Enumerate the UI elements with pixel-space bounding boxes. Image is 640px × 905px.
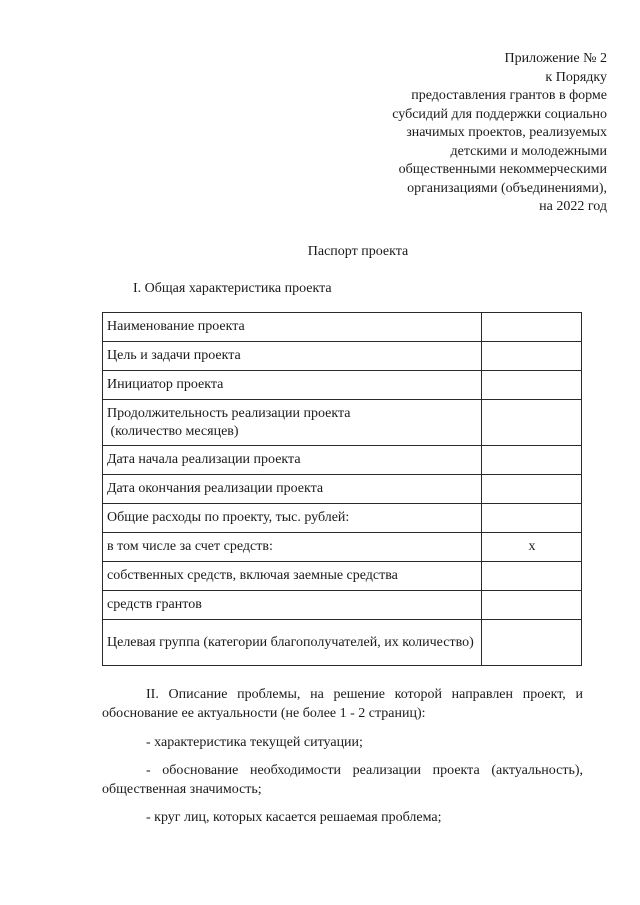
row-value: [482, 620, 582, 666]
appendix-line: детскими и молодежными: [450, 143, 607, 159]
table-row: [103, 562, 582, 591]
table-row: [103, 533, 582, 562]
table-row: [103, 342, 582, 371]
table-row: [103, 446, 582, 475]
row-value: [482, 371, 582, 400]
row-value: [482, 475, 582, 504]
row-label: Общие расходы по проекту, тыс. рублей:: [103, 504, 482, 533]
table-row: [103, 400, 582, 446]
row-value: [482, 400, 582, 446]
row-value: [482, 591, 582, 620]
project-passport-table: [102, 312, 582, 666]
row-label: Цель и задачи проекта: [103, 342, 482, 371]
table-row: [103, 475, 582, 504]
row-value: [482, 504, 582, 533]
row-label: Наименование проекта: [103, 313, 482, 342]
row-value: [482, 446, 582, 475]
row-value: х: [482, 533, 582, 562]
row-label: [103, 400, 482, 446]
section-2-heading: II. Описание проблемы, на решение которой направлен проект, и обоснование ее актуальности (не более 1 - 2 страниц):: [102, 687, 583, 721]
row-label: собственных средств, включая заемные средства: [103, 562, 482, 591]
section-1-heading: I. Общая характеристика проекта: [133, 281, 332, 296]
row-label: Дата окончания реализации проекта: [103, 475, 482, 504]
bullet-item: - характеристика текущей ситуации;: [146, 735, 363, 750]
bullet-item: - круг лиц, которых касается решаемая проблема;: [146, 810, 442, 825]
table-row: [103, 313, 582, 342]
appendix-line: субсидий для поддержки социально: [392, 106, 607, 122]
bullet-item: - обоснование необходимости реализации проекта (актуальность), общественная значимость;: [102, 763, 583, 797]
row-label: Дата начала реализации проекта: [103, 446, 482, 475]
row-label: в том числе за счет средств:: [103, 533, 482, 562]
appendix-line: организациями (объединениями),: [407, 180, 607, 196]
appendix-line: общественными некоммерческими: [398, 162, 607, 177]
row-label: Инициатор проекта: [103, 371, 482, 400]
appendix-header: [392, 50, 607, 217]
row-label: Целевая группа (категории благополучателей, их количество): [103, 620, 482, 666]
row-value: [482, 313, 582, 342]
row-value: [482, 342, 582, 371]
table-row: [103, 504, 582, 533]
row-value: [482, 562, 582, 591]
appendix-line: Приложение № 2: [504, 51, 607, 66]
table-row: [103, 371, 582, 400]
row-label-line: (количество месяцев): [107, 423, 239, 439]
appendix-line: к Порядку: [545, 69, 607, 85]
document-title: Паспорт проекта: [307, 244, 409, 259]
appendix-line: на 2022 год: [539, 199, 607, 214]
table-row: [103, 620, 582, 666]
table-row: [103, 591, 582, 620]
appendix-line: предоставления грантов в форме: [411, 88, 607, 103]
row-label-line: Продолжительность реализации проекта: [107, 405, 351, 421]
row-label: средств грантов: [103, 591, 482, 620]
appendix-line: значимых проектов, реализуемых: [406, 125, 607, 140]
